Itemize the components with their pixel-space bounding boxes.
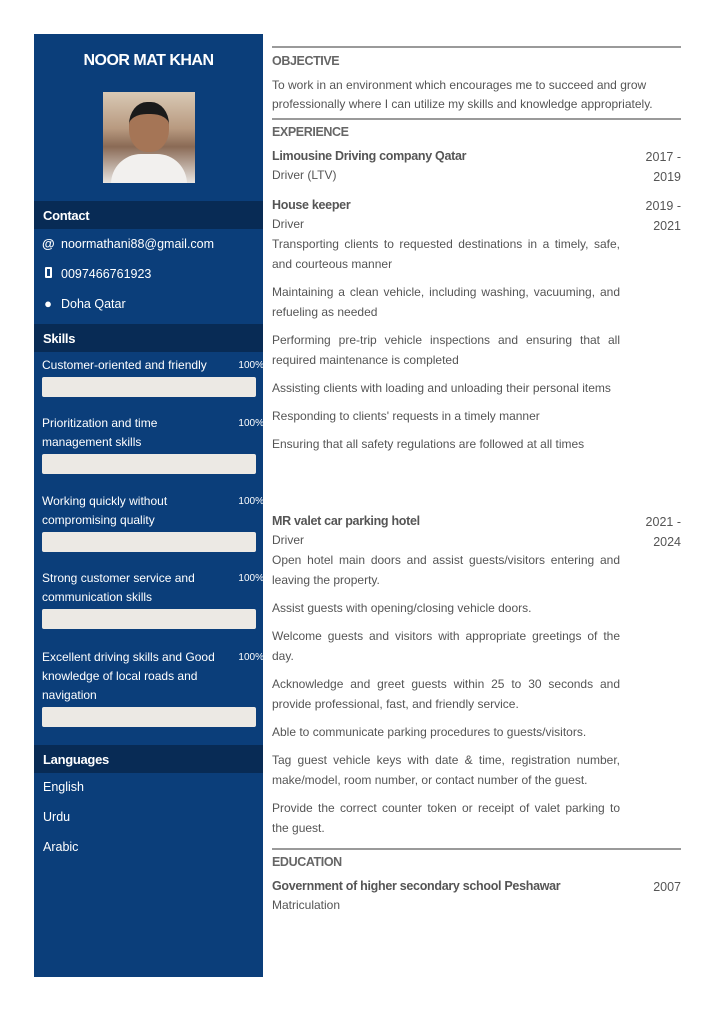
- contact-email: @ noormathani88@gmail.com: [42, 236, 215, 251]
- location-pin-icon: ●: [44, 296, 52, 311]
- objective-heading: OBJECTIVE: [272, 54, 340, 68]
- phone-icon: [42, 266, 54, 281]
- job-dates: 2017 - 2019: [645, 150, 681, 184]
- duty-item: Able to communicate parking procedures to guests/visitors.: [272, 725, 587, 739]
- duty-item: Tag guest vehicle keys with date & time, registration number, make/model, room number, or contact number of the guest.: [272, 753, 620, 787]
- experience-heading: EXPERIENCE: [272, 125, 349, 139]
- skill-item: Strong customer service and communication skills 100%: [42, 569, 256, 629]
- job-entry: [272, 196, 681, 462]
- profile-photo: [103, 92, 195, 183]
- job-entry: [272, 147, 681, 185]
- duty-item: Transporting clients to requested destinations in a timely, safe, and courteous manner: [272, 237, 620, 271]
- job-dates: 2019 - 2021: [645, 199, 681, 233]
- sidebar: [34, 34, 263, 977]
- duty-item: Assist guests with opening/closing vehicle doors.: [272, 601, 532, 615]
- skill-item: Excellent driving skills and Good knowledge of local roads and navigation 100%: [42, 648, 256, 727]
- education-entry: [272, 877, 681, 915]
- education-year: 2007: [653, 880, 681, 894]
- duty-item: Acknowledge and greet guests within 25 to 30 seconds and provide professional, fast, and friendly service.: [272, 677, 620, 711]
- skill-item: Working quickly without compromising quality 100%: [42, 492, 256, 552]
- duty-item: Maintaining a clean vehicle, including washing, vacuuming, and refueling as needed: [272, 285, 620, 319]
- skill-bar: [42, 377, 256, 397]
- skill-bar: [42, 454, 256, 474]
- skill-item: Customer-oriented and friendly 100%: [42, 356, 256, 397]
- duty-item: Assisting clients with loading and unloading their personal items: [272, 381, 611, 395]
- school-name: Government of higher secondary school Peshawar: [272, 879, 561, 893]
- languages-heading: Languages: [34, 745, 263, 773]
- job-duties: [272, 550, 620, 838]
- degree: Matriculation: [272, 898, 341, 912]
- language-item: English: [43, 780, 84, 794]
- education-heading: EDUCATION: [272, 855, 342, 869]
- objective-text: To work in an environment which encourages me to succeed and grow professionally where I can utilize my skills and knowledge appropriately.: [272, 78, 653, 111]
- divider: [272, 46, 681, 48]
- language-item: Urdu: [43, 810, 71, 824]
- job-title: Limousine Driving company Qatar: [272, 149, 467, 163]
- duty-item: Ensuring that all safety regulations are followed at all times: [272, 437, 585, 451]
- duty-item: Responding to clients' requests in a timely manner: [272, 409, 540, 423]
- divider: [272, 848, 681, 850]
- skill-bar: [42, 707, 256, 727]
- duty-item: Welcome guests and visitors with appropriate greetings of the day.: [272, 629, 620, 663]
- email-icon: @: [42, 236, 55, 251]
- job-role: Driver: [272, 217, 304, 231]
- skill-bar: [42, 609, 256, 629]
- skill-bar: [42, 532, 256, 552]
- contact-phone: 0097466761923: [42, 266, 151, 281]
- job-duties: [272, 234, 620, 454]
- job-dates: 2021 - 2024: [645, 515, 681, 549]
- job-role: Driver: [272, 533, 304, 547]
- contact-location: ● Doha Qatar: [42, 296, 126, 311]
- job-title: House keeper: [272, 198, 351, 212]
- job-role: Driver (LTV): [272, 168, 337, 182]
- duty-item: Open hotel main doors and assist guests/visitors entering and leaving the property.: [272, 553, 620, 587]
- duty-item: Provide the correct counter token or receipt of valet parking to the guest.: [272, 801, 620, 835]
- divider: [272, 118, 681, 120]
- language-item: Arabic: [43, 840, 79, 854]
- skill-item: Prioritization and time management skills 100%: [42, 414, 256, 474]
- skills-heading: Skills: [34, 324, 263, 352]
- job-entry: [272, 512, 681, 846]
- candidate-name: NOOR MAT KHAN: [83, 52, 214, 69]
- job-title: MR valet car parking hotel: [272, 514, 420, 528]
- contact-heading: Contact: [34, 201, 263, 229]
- duty-item: Performing pre-trip vehicle inspections and ensuring that all required maintenance is completed: [272, 333, 620, 367]
